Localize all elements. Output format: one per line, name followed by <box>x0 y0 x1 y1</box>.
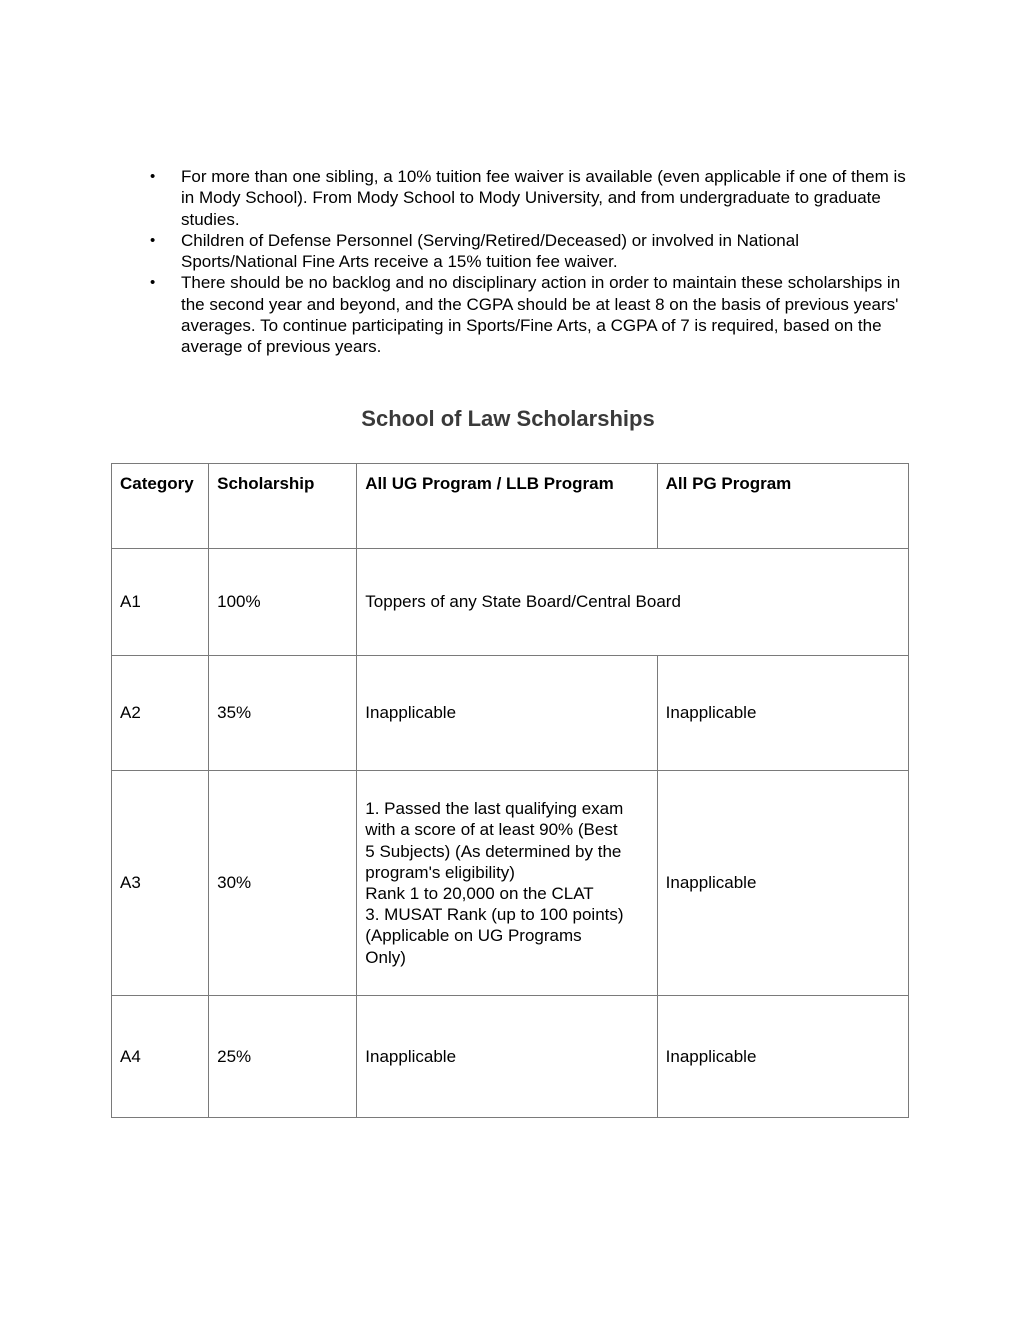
cell-scholarship: 35% <box>209 656 357 771</box>
cell-ug-line: Rank 1 to 20,000 on the CLAT <box>365 884 594 903</box>
cell-ug-line: 1. Passed the last qualifying exam <box>365 799 624 819</box>
cell-pg: Inapplicable <box>657 656 908 771</box>
header-category: Category <box>112 464 209 549</box>
cell-category: A4 <box>112 996 209 1118</box>
bullet-item <box>0 272 1024 357</box>
table-row <box>112 996 909 1118</box>
cell-scholarship: 30% <box>209 771 357 996</box>
cell-ug-line: 3. MUSAT Rank (up to 100 points) <box>365 905 624 925</box>
cell-ug-line: (Applicable on UG Programs <box>365 926 582 946</box>
cell-merged-criteria: Toppers of any State Board/Central Board <box>357 549 909 656</box>
bullet-list <box>0 166 1024 358</box>
cell-ug-line: Only) <box>365 947 406 967</box>
cell-pg: Inapplicable <box>657 996 908 1118</box>
cell-ug-line: program's eligibility) <box>365 862 515 882</box>
table-header-row <box>112 464 909 549</box>
bullet-dot-icon: • <box>150 274 156 292</box>
bullet-item <box>0 166 1024 230</box>
table-row <box>112 656 909 771</box>
cell-ug <box>357 771 657 996</box>
section-title: School of Law Scholarships <box>361 406 655 431</box>
bullet-text: Children of Defense Personnel (Serving/Retired/Deceased) or involved in National Sports/National Fine Arts receive a 15% tuition fee waiver. <box>181 230 799 272</box>
cell-category: A3 <box>112 771 209 996</box>
header-pg-program: All PG Program <box>657 464 908 549</box>
bullet-item <box>0 230 1024 273</box>
cell-scholarship: 100% <box>209 549 357 656</box>
bullet-dot-icon: • <box>150 168 156 185</box>
bullet-text: For more than one sibling, a 10% tuition fee waiver is available (even applicable if one of them is in Mody School). From Mody School to Mody University, and from undergraduate to graduate studies. <box>181 167 906 229</box>
cell-ug: Inapplicable <box>357 996 657 1118</box>
cell-ug: Inapplicable <box>357 656 657 771</box>
cell-scholarship: 25% <box>209 996 357 1118</box>
table-row <box>112 549 909 656</box>
bullet-dot-icon: • <box>150 231 156 249</box>
cell-pg: Inapplicable <box>657 771 908 996</box>
scholarship-table <box>111 463 909 1118</box>
cell-category: A1 <box>112 549 209 656</box>
cell-ug-line: with a score of at least 90% (Best <box>365 820 618 840</box>
cell-ug-line: 5 Subjects) (As determined by the <box>365 841 622 861</box>
cell-category: A2 <box>112 656 209 771</box>
table-row <box>112 771 909 996</box>
header-scholarship: Scholarship <box>209 464 357 549</box>
header-ug-program: All UG Program / LLB Program <box>357 464 657 549</box>
bullet-text: There should be no backlog and no disciplinary action in order to maintain these scholarships in the second year and beyond, and the CGPA should be at least 8 on the basis of previous years' averages. To continue participating in Sports/Fine Arts, a CGPA of 7 is required, based on the average of previous years. <box>181 273 901 357</box>
